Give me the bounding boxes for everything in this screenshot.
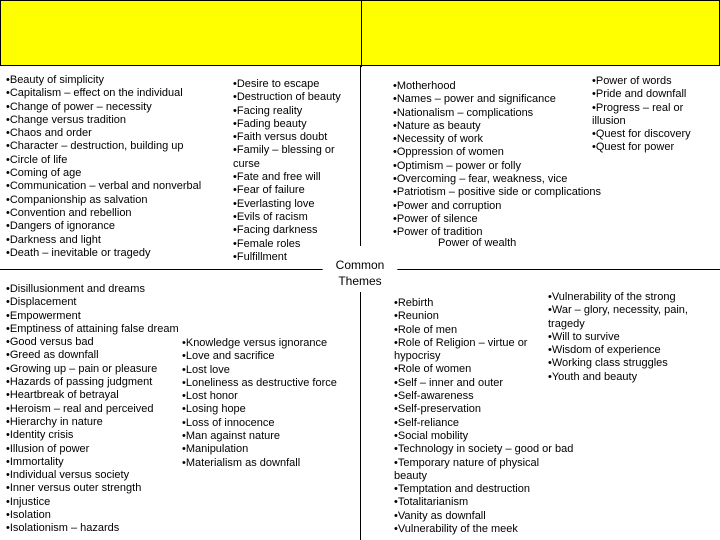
theme-item: •Role of women [394, 363, 472, 376]
theme-item: •Immortality [6, 455, 64, 468]
theme-item: •Oppression of women [393, 146, 504, 159]
theme-item: •Motherhood [393, 80, 456, 92]
theme-item: •Good versus bad [6, 336, 94, 349]
theme-item: •Hierarchy in nature [6, 415, 103, 428]
theme-item: •Progress – real or [592, 101, 684, 114]
theme-item: •Capitalism – effect on the individual [6, 87, 183, 100]
themes-list-q3-col2 [182, 337, 337, 470]
theme-item: •Rebirth [394, 297, 434, 309]
vertical-divider-top [360, 66, 361, 246]
theme-item: •Man against nature [182, 430, 281, 443]
theme-item: •Faith versus doubt [233, 131, 328, 144]
theme-item: •Optimism – power or folly [393, 159, 521, 172]
themes-list-q4-col2 [548, 291, 688, 384]
vertical-divider-bottom [360, 292, 361, 540]
theme-item: •Individual versus society [6, 469, 130, 482]
theme-item: •Power of words [592, 75, 672, 87]
theme-item: •Temptation and destruction [394, 483, 530, 496]
theme-item: •Circle of life [6, 153, 68, 166]
theme-item: •Power of silence [393, 212, 478, 225]
theme-item: •Self – inner and outer [394, 376, 504, 389]
theme-item: •Self-preservation [394, 403, 482, 416]
theme-item: •Convention and rebellion [6, 206, 132, 219]
theme-item: hypocrisy [394, 350, 441, 363]
theme-item: •Dangers of ignorance [6, 220, 116, 233]
theme-item: •Vulnerability of the meek [394, 523, 518, 536]
theme-item: •Totalitarianism [394, 496, 469, 509]
theme-item: •Loss of innocence [182, 416, 275, 429]
theme-item: •Beauty of simplicity [6, 74, 104, 86]
theme-item: •Hazards of passing judgment [6, 376, 153, 389]
themes-list-q4-col1 [394, 297, 573, 536]
theme-item: •Inner versus outer strength [6, 482, 142, 495]
title-banner [0, 0, 720, 66]
theme-item: •Illusion of power [6, 442, 90, 455]
theme-item: •Pride and downfall [592, 88, 687, 101]
themes-list-q3-col1 [6, 283, 179, 536]
theme-item: illusion [592, 114, 626, 127]
theme-item: •Role of men [394, 323, 458, 336]
theme-item: beauty [394, 469, 428, 482]
theme-item: •Necessity of work [393, 133, 484, 146]
theme-item: •Growing up – pain or pleasure [6, 362, 158, 375]
theme-item: curse [233, 157, 260, 170]
theme-item: •Power of tradition [393, 226, 483, 239]
center-label-line-1: Common [335, 258, 385, 272]
theme-item: •Heartbreak of betrayal [6, 389, 119, 402]
theme-item: •Self-awareness [394, 390, 474, 403]
themes-list-q1-col1 [6, 74, 201, 260]
theme-item: •Disillusionment and dreams [6, 283, 145, 295]
theme-item: •Materialism as downfall [182, 456, 301, 469]
theme-item: •Death – inevitable or tragedy [6, 246, 151, 259]
themes-list-q2-col2 [592, 75, 691, 155]
theme-item: •Knowledge versus ignorance [182, 337, 328, 349]
theme-item: •Lost honor [182, 390, 238, 403]
theme-item: •Fate and free will [233, 171, 321, 184]
theme-item: •Overcoming – fear, weakness, vice [393, 173, 568, 186]
theme-item: •Self-reliance [394, 416, 459, 429]
theme-item: •Vulnerability of the strong [548, 291, 676, 303]
theme-item: •Temporary nature of physical [394, 456, 540, 469]
theme-item: tragedy [548, 317, 585, 330]
theme-item: •Technology in society – good or bad [394, 443, 574, 456]
theme-item: •Identity crisis [6, 429, 74, 442]
theme-item: •Coming of age [6, 167, 82, 180]
theme-item: •Character – destruction, building up [6, 140, 184, 153]
theme-item: •Female roles [233, 237, 301, 250]
theme-item: •Working class struggles [548, 357, 668, 370]
theme-item: •Lost love [182, 363, 230, 376]
theme-item: •Facing reality [233, 104, 303, 117]
center-label-line-2: Themes [338, 274, 382, 288]
theme-item: •Fading beauty [233, 117, 307, 130]
theme-item: •Vanity as downfall [394, 509, 486, 522]
theme-item: •Change versus tradition [6, 113, 127, 126]
theme-item: •Facing darkness [233, 224, 318, 237]
theme-item: •Wisdom of experience [548, 344, 661, 357]
theme-item: •Heroism – real and perceived [6, 402, 154, 415]
theme-item: •Role of Religion – virtue or [394, 336, 528, 349]
theme-item: •Fulfillment [233, 250, 287, 263]
theme-item: •Quest for power [592, 141, 675, 154]
themes-item-power-of-wealth: Power of wealth [438, 237, 517, 249]
theme-item: •Fear of failure [233, 184, 305, 197]
theme-item: •Desire to escape [233, 78, 320, 90]
theme-item: •Family – blessing or [233, 144, 335, 157]
theme-item: •Darkness and light [6, 233, 101, 246]
theme-item: •Love and sacrifice [182, 350, 275, 363]
theme-item: •Losing hope [182, 403, 246, 416]
theme-item: •Manipulation [182, 443, 249, 456]
theme-item: •Companionship as salvation [6, 193, 148, 206]
theme-item: •Loneliness as destructive force [182, 376, 337, 389]
theme-item: •Emptiness of attaining false dream [6, 322, 179, 335]
theme-item: •Chaos and order [6, 127, 92, 140]
theme-item: •Nature as beauty [393, 119, 481, 132]
theme-item: •Quest for discovery [592, 128, 691, 141]
theme-item: •Nationalism – complications [393, 106, 534, 119]
themes-list-q1-col2 [233, 78, 358, 264]
theme-item: •Names – power and significance [393, 93, 556, 106]
theme-item: •Communication – verbal and nonverbal [6, 180, 202, 193]
theme-item: •Power and corruption [393, 199, 502, 212]
themes-list-q2-col1 [393, 80, 601, 240]
theme-item: •Evils of racism [233, 210, 308, 223]
theme-item: •Patriotism – positive side or complications [393, 186, 602, 199]
theme-item: •War – glory, necessity, pain, [548, 304, 688, 317]
theme-item: •Empowerment [6, 309, 81, 322]
theme-item: •Isolationism – hazards [6, 522, 120, 535]
theme-item: •Change of power – necessity [6, 100, 152, 113]
theme-item: •Will to survive [548, 330, 620, 343]
theme-item: •Isolation [6, 509, 51, 522]
theme-item: •Social mobility [394, 429, 469, 442]
common-themes-label [322, 254, 398, 292]
theme-item: •Injustice [6, 495, 51, 508]
theme-item: •Destruction of beauty [233, 91, 341, 104]
theme-item: •Displacement [6, 296, 77, 309]
theme-item: •Youth and beauty [548, 370, 638, 383]
theme-item: •Reunion [394, 310, 439, 323]
banner-divider [361, 1, 362, 67]
theme-item: •Everlasting love [233, 197, 315, 210]
theme-item: •Greed as downfall [6, 349, 99, 362]
